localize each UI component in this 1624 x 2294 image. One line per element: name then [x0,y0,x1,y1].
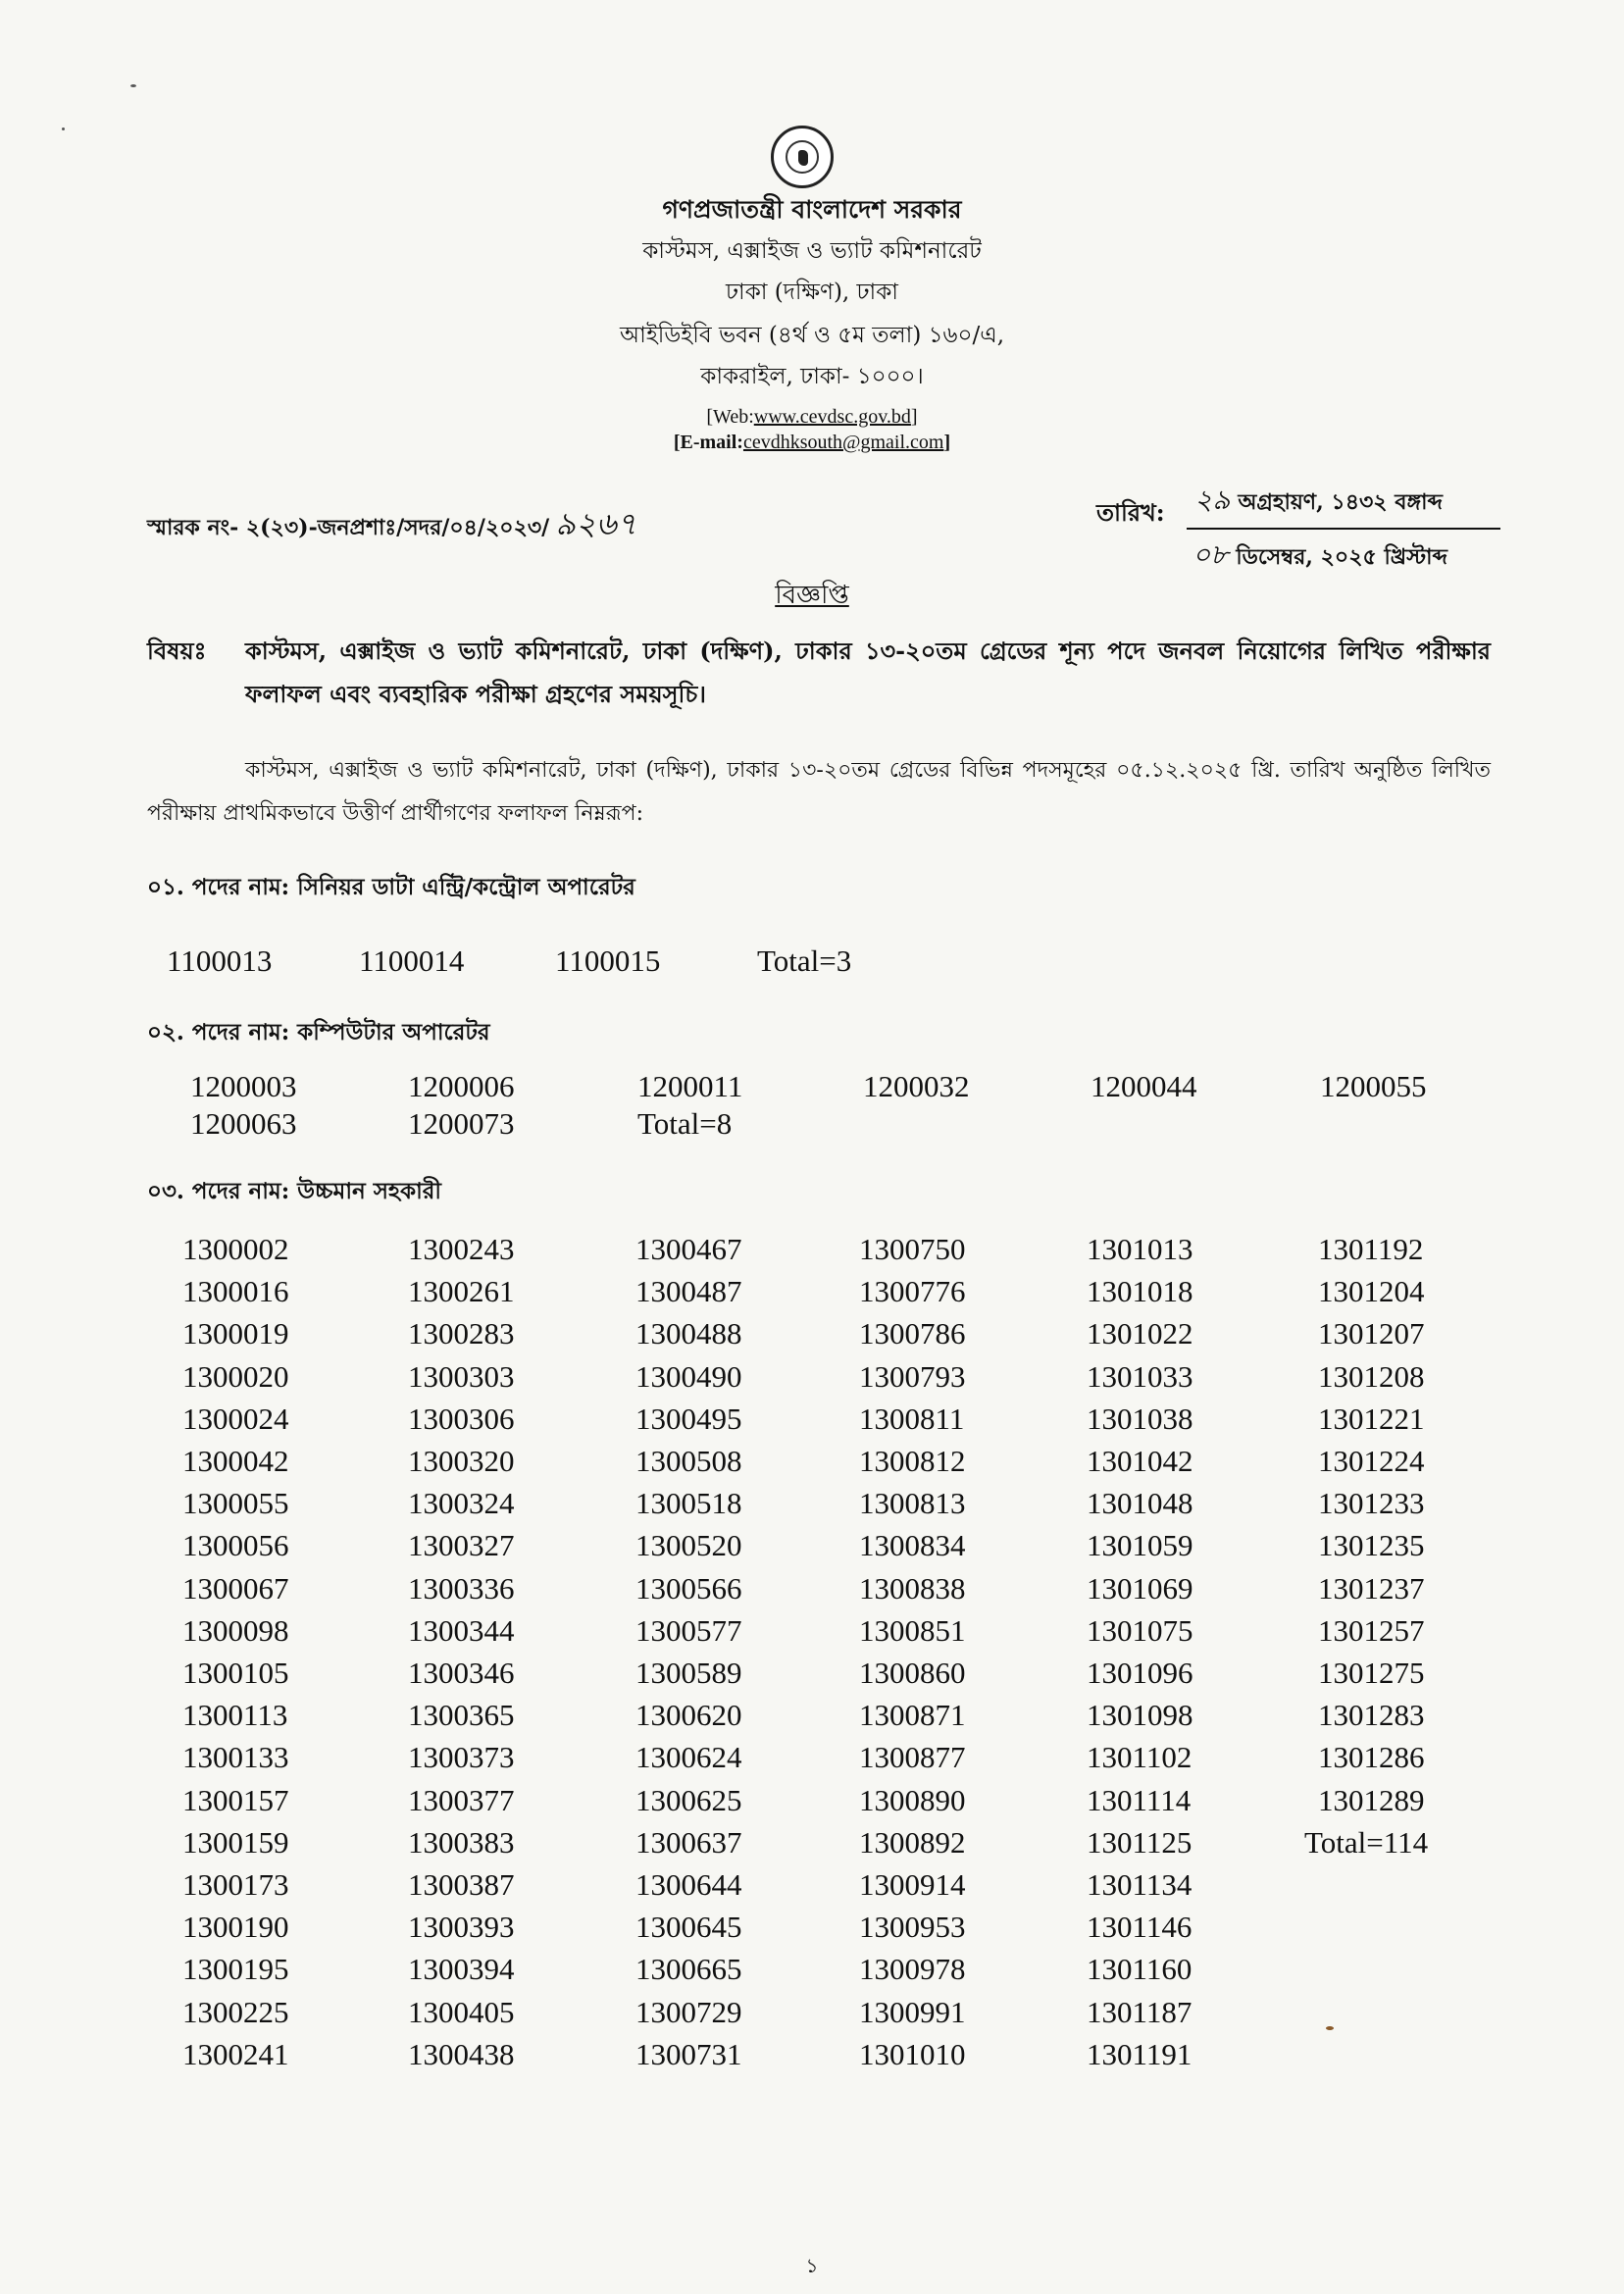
intro-paragraph: কাস্টমস, এক্সাইজ ও ভ্যাট কমিশনারেট, ঢাকা (দক্ষিণ), ঢাকার ১৩-২০তম গ্রেডের বিভিন্ন পদসমূহের ০৫.১২.২০২৫ খ্রি. তারিখ অনুষ্ঠিত লিখিত পরীক্ষায় প্রাথমিকভাবে উত্তীর্ণ প্রার্থীগণের ফলাফল নিম্নরূপ: [147,758,1491,826]
web-line: [Web:www.cevdsc.gov.bd] [706,406,918,428]
roll-number: 1300405 [408,1994,515,2029]
roll-number: 1300306 [408,1401,515,1436]
roll-number: 1301038 [1087,1401,1193,1436]
roll-number: 1300133 [182,1740,289,1775]
roll-number: 1300637 [635,1824,742,1860]
roll-number: 1300520 [635,1528,742,1563]
subject-text: কাস্টমস, এক্সাইজ ও ভ্যাট কমিশনারেট, ঢাকা (দক্ষিণ), ঢাকার ১৩-২০তম গ্রেডের শূন্য পদে জনবল নিয়োগের লিখিত পরীক্ষার ফলাফল এবং ব্যবহারিক পরীক্ষা গ্রহণের সময়সূচি। [245,637,1491,708]
roll-number: 1301187 [1087,1994,1193,2029]
roll-number: 1300024 [182,1401,289,1436]
roll-number: 1300953 [859,1910,966,1945]
roll-number: 1300518 [635,1486,742,1521]
roll-number: 1300105 [182,1656,289,1690]
roll-number: 1300566 [635,1570,742,1606]
roll-number: 1300812 [859,1444,966,1478]
roll-number: 1300346 [408,1656,515,1690]
roll-number: 1301102 [1087,1740,1193,1775]
roll-number: 1300871 [859,1698,966,1733]
roll-number: 1300892 [859,1824,966,1860]
page-number: ১ [805,2254,819,2277]
roll-number: 1301018 [1087,1274,1193,1309]
roll-number: 1301191 [1087,2036,1193,2071]
roll-number: 1300793 [859,1358,966,1394]
roll-number: 1200003 [190,1069,297,1103]
roll-number: 1301233 [1318,1486,1425,1521]
roll-number: 1301221 [1318,1401,1425,1436]
office-city: ঢাকা (দক্ষিণ), ঢাকা [726,280,898,305]
roll-number: 1200032 [863,1069,970,1103]
roll-number: 1300394 [408,1952,515,1987]
roll-number: 1200044 [1091,1069,1197,1103]
roll-number: 1301286 [1318,1740,1425,1775]
roll-number: 1300320 [408,1444,515,1478]
scan-speck [130,84,136,87]
roll-number: 1300776 [859,1274,966,1309]
roll-number: 1200006 [408,1069,515,1103]
roll-number: 1300393 [408,1910,515,1945]
roll-number: 1300365 [408,1698,515,1733]
roll-number: 1301114 [1087,1782,1192,1817]
roll-number: 1300373 [408,1740,515,1775]
roll-number: 1300589 [635,1656,742,1690]
section-total: Total=3 [757,943,852,978]
roll-number: 1300625 [635,1782,742,1817]
roll-number: 1300056 [182,1528,289,1563]
scan-speck [1326,2026,1334,2030]
roll-number: 1300377 [408,1782,515,1817]
roll-number: 1300665 [635,1952,742,1987]
roll-number: 1300577 [635,1612,742,1648]
roll-number: 1301208 [1318,1358,1425,1394]
roll-number: 1301013 [1087,1232,1193,1266]
roll-number: 1100015 [555,943,661,978]
roll-number: 1301160 [1087,1952,1193,1987]
roll-number: 1300157 [182,1782,289,1817]
roll-number: 1300195 [182,1952,289,1987]
roll-number: 1300159 [182,1824,289,1860]
roll-number: 1300241 [182,2036,289,2071]
roll-number: 1301022 [1087,1316,1193,1351]
roll-number: 1300645 [635,1910,742,1945]
roll-number: 1301125 [1087,1824,1193,1860]
roll-number: 1301033 [1087,1358,1193,1394]
roll-number: 1300890 [859,1782,966,1817]
roll-number: 1300261 [408,1274,515,1309]
roll-number: 1300344 [408,1612,515,1648]
roll-number: 1300490 [635,1358,742,1394]
roll-number: 1301010 [859,2036,966,2071]
roll-number: 1300860 [859,1656,966,1690]
roll-number: 1300508 [635,1444,742,1478]
section-3-title: ০৩. পদের নাম: উচ্চমান সহকারী [147,1178,442,1204]
roll-number: 1301048 [1087,1486,1193,1521]
date-english: ০৮ ডিসেম্বর, ২০২৫ খ্রিস্টাব্দ [1193,538,1447,571]
roll-number: 1300336 [408,1570,515,1606]
roll-number: 1300495 [635,1401,742,1436]
scan-speck [62,127,65,130]
government-title: গণপ্রজাতন্ত্রী বাংলাদেশ সরকার [662,195,962,224]
roll-number: 1300303 [408,1358,515,1394]
roll-number: 1300383 [408,1824,515,1860]
roll-number: 1300786 [859,1316,966,1351]
roll-number: 1300620 [635,1698,742,1733]
roll-number: 1301235 [1318,1528,1425,1563]
roll-number: 1300991 [859,1994,966,2029]
roll-number: 1300042 [182,1444,289,1478]
memo-handwritten-number: ৯২৬৭ [555,505,637,542]
section-2-title: ০২. পদের নাম: কম্পিউটার অপারেটর [147,1019,490,1045]
roll-number: 1301098 [1087,1698,1193,1733]
roll-number: 1300729 [635,1994,742,2029]
roll-number: 1301237 [1318,1570,1425,1606]
roll-number: 1301069 [1087,1570,1193,1606]
roll-number: 1300644 [635,1867,742,1902]
memo-reference: স্মারক নং- ২(২৩)-জনপ্রশাঃ/সদর/০৪/২০২৩/ ৯২৬৭ [147,505,637,542]
roll-number: 1300283 [408,1316,515,1351]
roll-number: 1301146 [1087,1910,1193,1945]
roll-number: 1301192 [1318,1232,1424,1266]
roll-number: 1300978 [859,1952,966,1987]
roll-number: 1200011 [637,1069,743,1103]
date-label: তারিখ: [1096,498,1165,527]
roll-number: 1300324 [408,1486,515,1521]
roll-number: 1300055 [182,1486,289,1521]
roll-number: 1300173 [182,1867,289,1902]
roll-number: 1100013 [167,943,273,978]
subject-label: বিষয়ঃ [147,637,207,665]
roll-number: 1301075 [1087,1612,1193,1648]
roll-number: 1300113 [182,1698,288,1733]
roll-number: 1300190 [182,1910,289,1945]
roll-number: 1301204 [1318,1274,1425,1309]
roll-number: 1300488 [635,1316,742,1351]
roll-number: 1300067 [182,1570,289,1606]
roll-number: 1301096 [1087,1656,1193,1690]
roll-number: 1300438 [408,2036,515,2071]
roll-number: 1300002 [182,1232,289,1266]
section-total: Total=114 [1304,1824,1429,1860]
roll-number: 1300243 [408,1232,515,1266]
roll-number: 1300016 [182,1274,289,1309]
roll-number: 1301289 [1318,1782,1425,1817]
roll-number: 1200055 [1320,1069,1427,1103]
roll-number: 1300225 [182,1994,289,2029]
roll-number: 1300813 [859,1486,966,1521]
roll-number: 1300811 [859,1401,965,1436]
email-link[interactable]: cevdhksouth@gmail.com [742,432,944,453]
section-total: Total=8 [637,1106,733,1141]
roll-number: 1300387 [408,1867,515,1902]
roll-number: 1300851 [859,1612,966,1648]
roll-number: 1200063 [190,1106,297,1141]
roll-number: 1301275 [1318,1656,1425,1690]
roll-number: 1300487 [635,1274,742,1309]
roll-number: 1301042 [1087,1444,1193,1478]
roll-number: 1200073 [408,1106,515,1141]
roll-number: 1300327 [408,1528,515,1563]
roll-number: 1301283 [1318,1698,1425,1733]
roll-number: 1300877 [859,1740,966,1775]
roll-number: 1100014 [359,943,465,978]
roll-number: 1300914 [859,1867,966,1902]
roll-number: 1301134 [1087,1867,1193,1902]
roll-number: 1300019 [182,1316,289,1351]
roll-number: 1300750 [859,1232,966,1266]
roll-number: 1300020 [182,1358,289,1394]
date-divider [1187,528,1500,530]
roll-number: 1300838 [859,1570,966,1606]
office-address-line2: কাকরাইল, ঢাকা- ১০০০। [700,364,924,389]
web-link[interactable]: www.cevdsc.gov.bd [753,406,911,428]
email-line: [E-mail:cevdhksouth@gmail.com] [673,432,951,453]
roll-number: 1300731 [635,2036,742,2071]
roll-number: 1300098 [182,1612,289,1648]
roll-number: 1300834 [859,1528,966,1563]
office-address-line1: আইডিইবি ভবন (৪র্থ ও ৫ম তলা) ১৬০/এ, [619,323,1005,348]
roll-number: 1300624 [635,1740,742,1775]
date-block [1187,479,1510,580]
roll-number: 1301257 [1318,1612,1425,1648]
subject-block [147,630,1491,716]
date-bangla: ২৯ অগ্রহায়ণ, ১৪৩২ বঙ্গাব্দ [1194,484,1443,516]
roll-number: 1301224 [1318,1444,1425,1478]
emblem-map [798,150,808,166]
office-name: কাস্টমস, এক্সাইজ ও ভ্যাট কমিশনারেট [642,238,982,264]
government-emblem-icon [771,126,834,188]
notice-title: বিজ্ঞপ্তি [775,581,849,610]
roll-number: 1300467 [635,1232,742,1266]
section-1-title: ০১. পদের নাম: সিনিয়র ডাটা এন্ট্রি/কন্ট্রোল অপারেটর [147,874,635,900]
roll-number: 1301207 [1318,1316,1425,1351]
roll-number: 1301059 [1087,1528,1193,1563]
